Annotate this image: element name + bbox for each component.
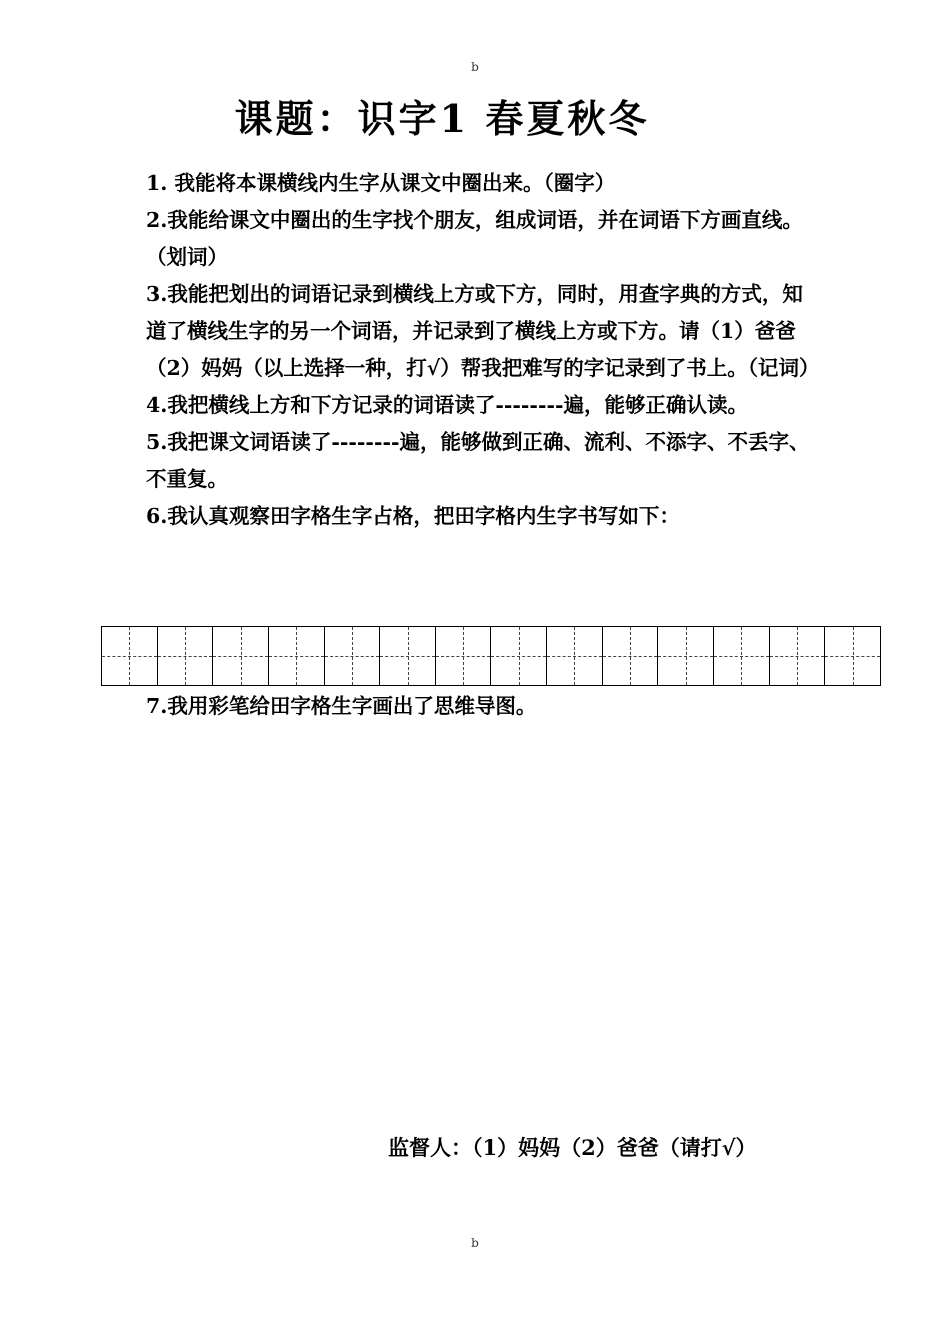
page-title: 课题：识字1 春夏秋冬 [234,96,650,141]
tianzige-cell [603,627,659,685]
instruction-item-1: 1. 我能将本课横线内生字从课文中圈出来。（圈字） [146,171,616,195]
tianzige-cell [380,627,436,685]
instruction-item-3: 3.我能把划出的词语记录到横线上方或下方，同时，用查字典的方式，知道了横线生字的另一个词语，并记录到了横线上方或下方。请（1）爸爸（2）妈妈（以上选择一种，打√）帮我把难写的字记录到了书上。（记词） [146,282,820,380]
instruction-item-6: 6.我认真观察田字格生字占格，把田字格内生字书写如下： [146,504,680,528]
instruction-list [146,165,820,535]
tianzige-cell [213,627,269,685]
tianzige-cell [770,627,826,685]
tianzige-cell [714,627,770,685]
instruction-item-2: 2.我能给课文中圈出的生字找个朋友，组成词语，并在词语下方画直线。（划词） [146,208,803,269]
tianzige-cell [491,627,547,685]
instruction-item-5: 5.我把课文词语读了--------遍，能够做到正确、流利、不添字、不丢字、不重复。 [146,430,810,491]
tianzige-cell [436,627,492,685]
instruction-item-4: 4.我把横线上方和下方记录的词语读了--------遍，能够正确认读。 [146,393,748,417]
page-header-mark: b [471,60,479,74]
tianzige-cell [269,627,325,685]
tianzige-cell [102,627,158,685]
tianzige-grid [101,626,881,686]
tianzige-cell [547,627,603,685]
instruction-item-7: 7.我用彩笔给田字格生字画出了思维导图。 [146,694,537,718]
tianzige-cell [325,627,381,685]
tianzige-cell [658,627,714,685]
supervisor-line: 监督人：（1）妈妈（2）爸爸（请打√） [388,1135,757,1160]
tianzige-cell [158,627,214,685]
page-footer-mark: b [471,1236,479,1250]
tianzige-cell [825,627,880,685]
